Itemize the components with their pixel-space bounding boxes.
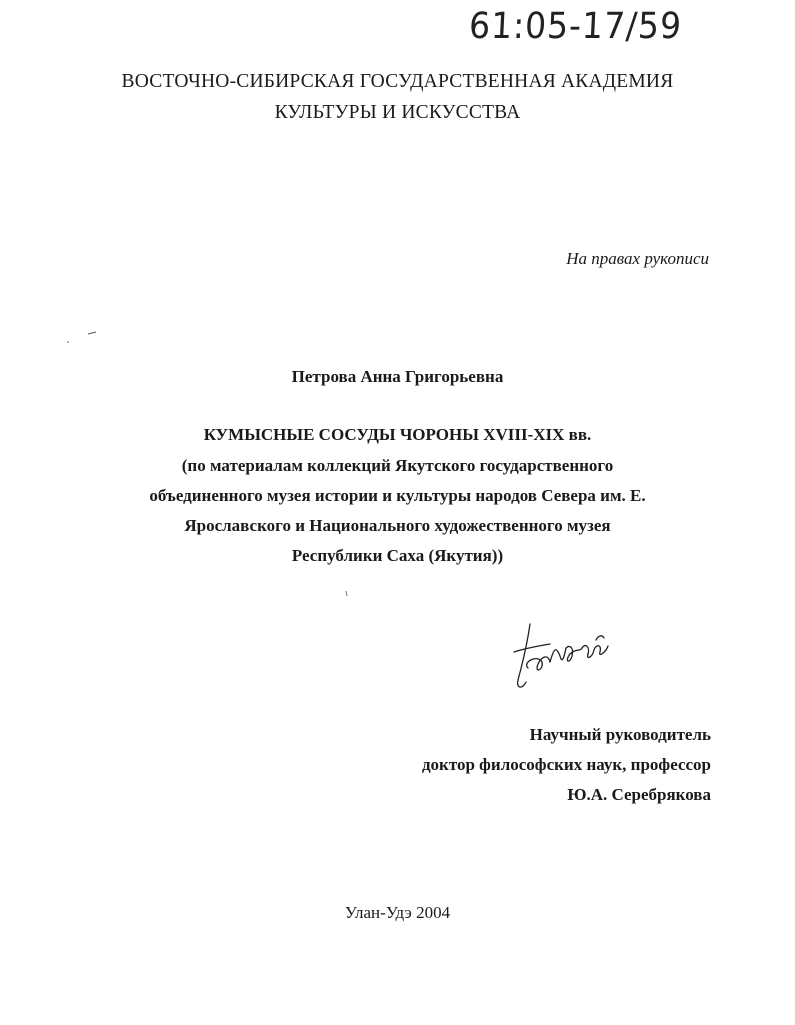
organization-line-2: КУЛЬТУРЫ И ИСКУССТВА (274, 102, 521, 123)
subtitle-line-4: Республики Саха (Якутия)) (291, 546, 504, 565)
subtitle-line-3: Ярославского и Национального художественного музея (184, 516, 611, 535)
handwritten-catalog-number: 61:05-17/59 (468, 6, 683, 47)
place-and-year: Улан-Удэ 2004 (344, 903, 451, 922)
subtitle-line-1: (по материалам коллекций Якутского государственного (181, 456, 614, 475)
supervisor-role: Научный руководитель (529, 725, 711, 744)
author-name: Петрова Анна Григорьевна (291, 367, 504, 386)
author-signature (508, 618, 618, 693)
scan-specks (60, 328, 110, 348)
subtitle-line-2: объединенного музея истории и культуры народов Севера им. Е. (149, 486, 646, 505)
scan-speck (344, 590, 350, 598)
dissertation-title: КУМЫСНЫЕ СОСУДЫ ЧОРОНЫ XVIII-XIX вв. (203, 425, 592, 444)
supervisor-degree: доктор философских наук, профессор (421, 755, 711, 774)
manuscript-rights-note: На правах рукописи (566, 249, 709, 268)
supervisor-name: Ю.А. Серебрякова (567, 785, 711, 804)
organization-line-1: ВОСТОЧНО-СИБИРСКАЯ ГОСУДАРСТВЕННАЯ АКАДЕМИЯ (121, 71, 674, 92)
